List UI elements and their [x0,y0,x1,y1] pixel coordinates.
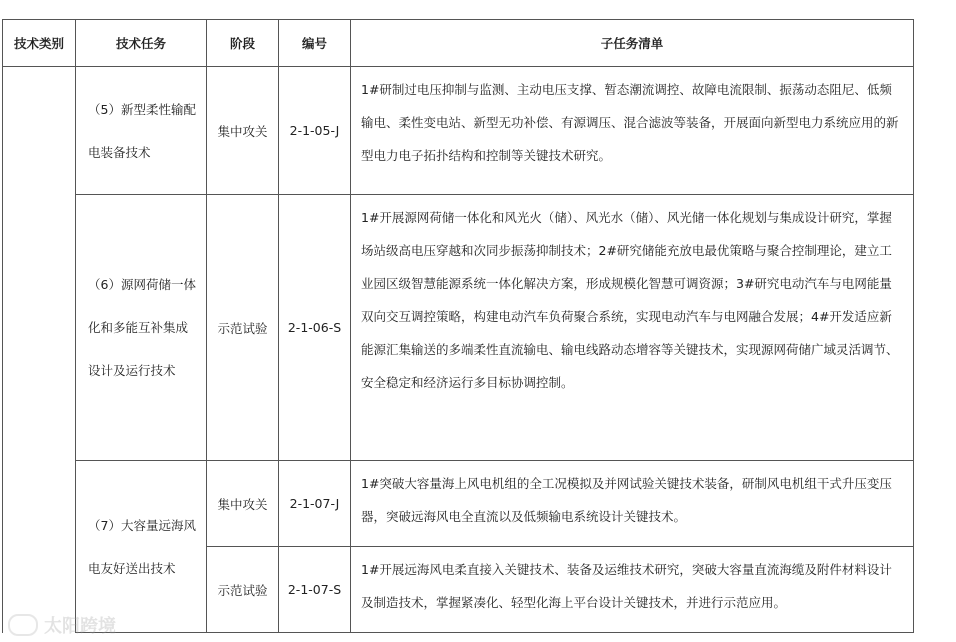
code-cell: 2-1-07-J [279,461,351,547]
watermark-text: 太阳跨境 [44,616,116,637]
header-subtasks: 子任务清单 [351,20,914,67]
task-cell: （7）大容量远海风电友好送出技术 [76,461,207,633]
subtasks-cell: 1#突破大容量海上风电机组的全工况模拟及并网试验关键技术装备，研制风电机组干式升压变压器，突破远海风电全直流以及低频输电系统设计关键技术。 [351,461,914,547]
table-row [3,461,914,547]
stage-cell: 集中攻关 [207,461,279,547]
header-stage: 阶段 [207,20,279,67]
stage-cell: 示范试验 [207,547,279,633]
watermark-logo-icon [8,614,38,636]
tech-task-table [2,19,914,633]
stage-cell: 集中攻关 [207,67,279,195]
header-code: 编号 [279,20,351,67]
task-cell: （5）新型柔性输配电装备技术 [76,67,207,195]
code-cell: 2-1-07-S [279,547,351,633]
watermark [8,612,116,638]
code-cell: 2-1-05-J [279,67,351,195]
table-header-row [3,20,914,67]
header-task: 技术任务 [76,20,207,67]
task-cell: （6）源网荷储一体化和多能互补集成设计及运行技术 [76,195,207,461]
subtasks-cell: 1#开展源网荷储一体化和风光火（储）、风光水（储）、风光储一体化规划与集成设计研究，掌握场站级高电压穿越和次同步振荡抑制技术；2#研究储能充放电最优策略与聚合控制理论，建立工业园区级智慧能源系统一体化解决方案，形成规模化智慧可调资源；3#研究电动汽车与电网能量双向交互调控策略，构建电动汽车负荷聚合系统，实现电动汽车与电网融合发展；4#开发适应新能源汇集输送的多端柔性直流输电、输电线路动态增容等关键技术，实现源网荷储广域灵活调节、安全稳定和经济运行多目标协调控制。 [351,195,914,461]
header-category: 技术类别 [3,20,76,67]
category-cell [3,67,76,633]
subtasks-cell: 1#研制过电压抑制与监测、主动电压支撑、暂态潮流调控、故障电流限制、振荡动态阻尼、低频输电、柔性变电站、新型无功补偿、有源调压、混合滤波等装备，开展面向新型电力系统应用的新型电力电子拓扑结构和控制等关键技术研究。 [351,67,914,195]
code-cell: 2-1-06-S [279,195,351,461]
table-row [3,195,914,461]
stage-cell: 示范试验 [207,195,279,461]
subtasks-cell: 1#开展远海风电柔直接入关键技术、装备及运维技术研究，突破大容量直流海缆及附件材料设计及制造技术，掌握紧凑化、轻型化海上平台设计关键技术，并进行示范应用。 [351,547,914,633]
table-row [3,67,914,195]
